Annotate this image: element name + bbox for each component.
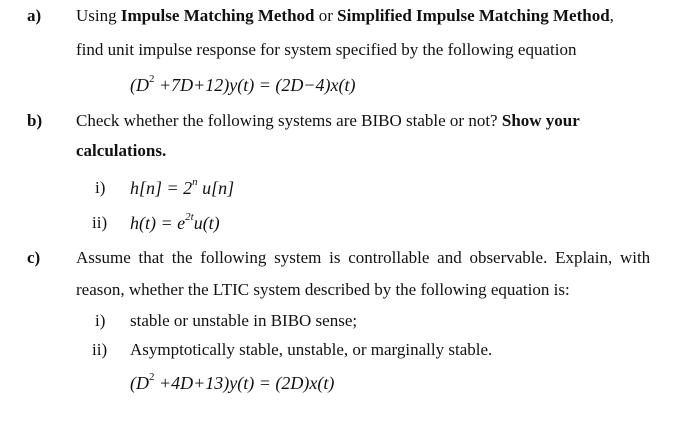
part-c-item-2-text: Asymptotically stable, unstable, or marginally stable.: [130, 340, 493, 359]
part-a-text-1-plain2: or: [314, 6, 338, 25]
part-b-marker: b): [27, 111, 43, 130]
part-b-item-2-equation: [130, 213, 220, 233]
part-b-item-2-p1: h(t) = e: [130, 213, 186, 233]
part-c-text-1: Assume that the following system is controllable and observable. Explain, with: [76, 248, 651, 267]
part-c-equation: [130, 373, 334, 393]
part-a-method-2: Simplified Impulse Matching Method: [337, 6, 610, 25]
part-a-marker: a): [27, 6, 42, 25]
part-c-eq-p2: +4D+13)y(t) = (2D)x(t): [154, 373, 335, 393]
part-c-eq-sup: 2: [149, 371, 155, 383]
part-c-eq-p1: (D: [130, 373, 149, 393]
part-b-item-2-marker: ii): [92, 213, 108, 232]
part-b-item-1-p1: h[n] = 2: [130, 178, 193, 198]
part-c-marker: c): [27, 248, 41, 267]
part-b-text-1-bold: Show your: [501, 111, 580, 130]
part-a-text-1-plain1: Using: [76, 6, 121, 25]
part-a-text-2: find unit impulse response for system specified by the following equation: [76, 40, 577, 59]
part-c-text-2: reason, whether the LTIC system described by the following equation is:: [76, 280, 570, 299]
part-b-item-2-sup: 2t: [185, 211, 194, 223]
part-c-item-2-marker: ii): [92, 340, 108, 359]
part-b-item-1-marker: i): [95, 178, 106, 197]
part-b-item-1-equation: [130, 178, 234, 198]
part-b-text-1-plain: Check whether the following systems are BIBO stable or not?: [76, 111, 502, 130]
part-b-text-2: calculations.: [76, 141, 167, 160]
part-a-method-1: Impulse Matching Method: [120, 6, 315, 25]
part-b-item-2-p2: u(t): [193, 213, 220, 233]
part-a-line-1: [27, 6, 41, 26]
part-c-item-1-text: stable or unstable in BIBO sense;: [130, 311, 358, 330]
part-b-item-1-p2: u[n]: [197, 178, 235, 198]
part-b-item-1-sup: n: [192, 176, 198, 188]
part-a-eq-sup: 2: [149, 73, 155, 85]
part-a-equation: [130, 75, 356, 95]
part-b-marker-line: [27, 111, 42, 131]
part-a-text-1-plain3: ,: [609, 6, 614, 25]
part-c-marker-line: [27, 248, 40, 268]
part-c-item-1-marker: i): [95, 311, 106, 330]
part-a-eq-p2: +7D+12)y(t) = (2D−4)x(t): [154, 75, 356, 95]
part-a-text-1: [76, 6, 614, 26]
part-b-text-1: [76, 111, 580, 131]
part-a-eq-p1: (D: [130, 75, 149, 95]
